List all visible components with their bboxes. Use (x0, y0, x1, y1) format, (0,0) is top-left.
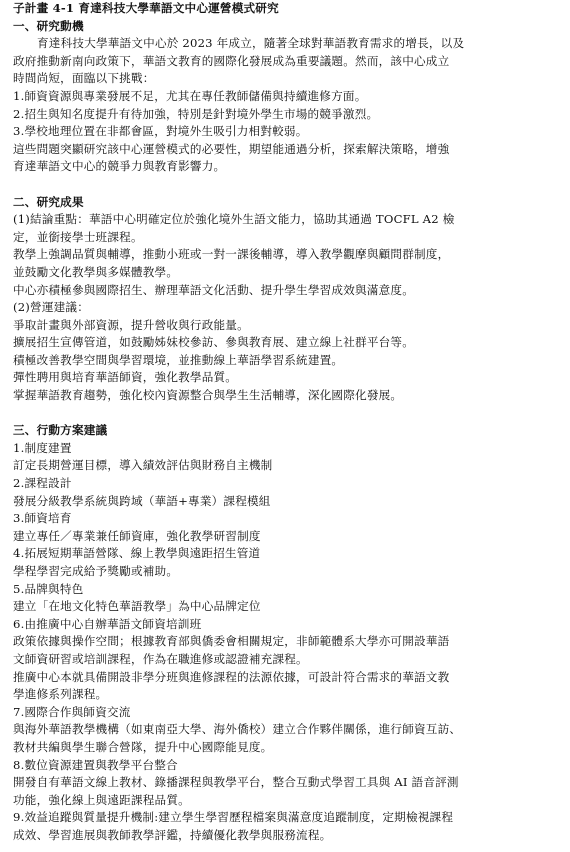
paragraph-line: 與海外華語教學機構（如東南亞大學、海外僑校）建立合作夥伴關係，進行師資互訪、 (13, 722, 462, 737)
list-item: 4.拓展短期華語營隊、線上教學與遠距招生管道 (13, 546, 261, 561)
paragraph-line: 發展分級教學系統與跨域（華語+專業）課程模組 (13, 493, 271, 508)
list-item: 9.效益追蹤與質量提升機制:建立學生學習歷程檔案與滿意度追蹤制度，定期檢視課程 (13, 810, 454, 825)
paragraph-line: 並鼓勵文化教學與多媒體教學。 (13, 264, 179, 279)
document-title: 子計畫 4-1 育達科技大學華語文中心運營模式研究 (13, 1, 279, 15)
list-item: 1.師資資源與專業發展不足，尤其在專任教師儲備與持續進修方面。 (13, 88, 367, 103)
list-item: 5.品牌與特色 (13, 581, 84, 596)
paragraph-line: 時間尚短，面臨以下挑戰： (13, 71, 155, 86)
paragraph-line: 政策依據與操作空間；根據教育部與僑委會相關規定，非師範體系大學亦可開設華語 (13, 634, 450, 649)
paragraph-line: (1)結論重點：華語中心明確定位於強化境外生語文能力，協助其通過 TOCFL A2 檢 (13, 212, 455, 227)
paragraph-line: 定，並銜接學士班課程。 (13, 229, 143, 244)
paragraph-line: (2)營運建議： (13, 300, 89, 315)
list-item: 6.由推廣中心自辦華語文師資培訓班 (13, 616, 202, 631)
paragraph-line: 功能，強化線上與遠距課程品質。 (13, 792, 190, 807)
paragraph-line: 建立「在地文化特色華語教學」為中心品牌定位 (13, 599, 261, 614)
section-heading-motivation: 一、研究動機 (13, 18, 84, 33)
paragraph-line: 學進修系列課程。 (13, 687, 108, 702)
list-item: 2.招生與知名度提升有待加強，特別是針對境外學生市場的競爭激烈。 (13, 106, 379, 121)
paragraph-line: 成效、學習進展與教師教學評鑑，持續優化教學與服務流程。 (13, 827, 332, 842)
paragraph-line: 建立專任／專業兼任師資庫，強化教學研習制度 (13, 528, 261, 543)
paragraph-line: 彈性聘用與培育華語師資，強化教學品質。 (13, 370, 238, 385)
section-spacer (13, 176, 565, 194)
section-heading-results: 二、研究成果 (13, 194, 84, 209)
paragraph-line: 掌握華語教育趨勢，強化校內資源整合與學生生活輔導，深化國際化發展。 (13, 388, 403, 403)
paragraph-line: 爭取計畫與外部資源，提升營收與行政能量。 (13, 317, 249, 332)
list-item: 1.制度建置 (13, 440, 72, 455)
paragraph-line: 政府推動新南向政策下，華語文教育的國際化發展成為重要議題。然而，該中心成立 (13, 53, 450, 68)
list-item: 2.課程設計 (13, 476, 72, 491)
section-heading-action-plan: 三、行動方案建議 (13, 423, 108, 438)
paragraph-line: 文師資研習或培訓課程，作為在職進修或認證補充課程。 (13, 651, 308, 666)
document-page (13, 0, 565, 845)
paragraph-line: 擴展招生宣傳管道，如鼓勵姊妹校參訪、參與教育展、建立線上社群平台等。 (13, 335, 414, 350)
list-item: 7.國際合作與師資交流 (13, 704, 131, 719)
paragraph-line: 這些問題突顯研究該中心運營模式的必要性，期望能通過分析，探索解決策略，增強 (13, 141, 450, 156)
paragraph-line: 育達華語文中心的競爭力與教育影響力。 (13, 159, 226, 174)
paragraph-line: 訂定長期營運目標，導入績效評估與財務自主機制 (13, 458, 273, 473)
paragraph-line: 推廣中心本就具備開設非學分班與進修課程的法源依據，可設計符合需求的華語文教 (13, 669, 450, 684)
paragraph-line: 積極改善教學空間與學習環境，並推動線上華語學習系統建置。 (13, 352, 344, 367)
paragraph-line: 開發自有華語文線上教材、錄播課程與教學平台，整合互動式學習工具與 AI 語音評測 (13, 775, 459, 790)
paragraph-line: 中心亦積極參與國際招生、辦理華語文化活動、提升學生學習成效與滿意度。 (13, 282, 414, 297)
paragraph-line: 教材共編與學生聯合營隊，提升中心國際能見度。 (13, 739, 273, 754)
list-item: 3.師資培育 (13, 511, 72, 526)
list-item: 8.數位資源建置與教學平台整合 (13, 757, 178, 772)
paragraph-line: 育達科技大學華語文中心於 2023 年成立，隨著全球對華語教育需求的增長，以及 (37, 36, 465, 51)
section-spacer (13, 405, 565, 423)
paragraph-line: 教學上強調品質與輔導，推動小班或一對一課後輔導，導入教學觀摩與顧問群制度， (13, 247, 450, 262)
paragraph-line: 學程學習完成給予獎勵或補助。 (13, 564, 179, 578)
list-item: 3.學校地理位置在非都會區，對境外生吸引力相對較弱。 (13, 124, 308, 139)
